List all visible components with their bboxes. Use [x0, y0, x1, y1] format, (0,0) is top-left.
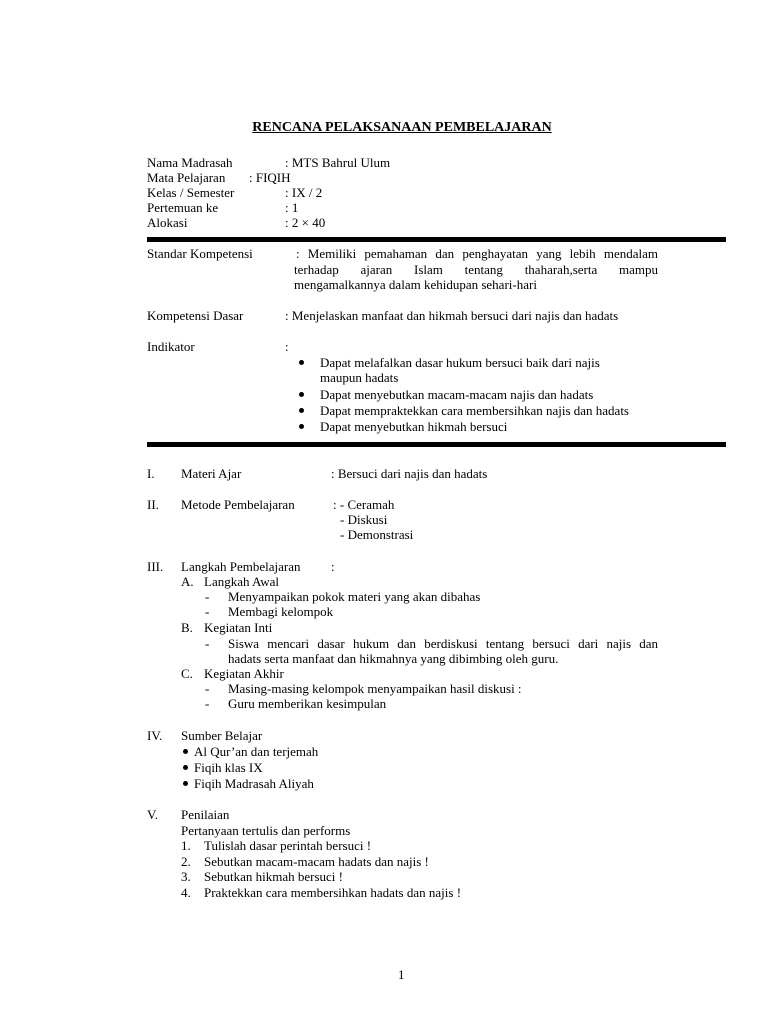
header-value-pertemuan: : 1 — [285, 200, 299, 215]
metode-item-3: - Demonstrasi — [340, 527, 414, 542]
document-title: RENCANA PELAKSANAAN PEMBELAJARAN — [252, 120, 552, 135]
indikator-item-2: Dapat menyebutkan macam-macam najis dan hadats — [320, 387, 594, 402]
dash-marker: - — [205, 696, 210, 711]
penilaian-number: 3. — [181, 869, 191, 884]
section-3-label: Langkah Pembelajaran — [181, 559, 301, 574]
bullet-icon — [183, 749, 188, 754]
penilaian-item-1: Tulislah dasar perintah bersuci ! — [204, 838, 372, 853]
indikator-colon: : — [285, 339, 289, 354]
standar-line-2: terhadap ajaran Islam tentang thaharah,serta mampu — [294, 262, 658, 277]
section-5-label: Penilaian — [181, 807, 230, 822]
indikator-item-1-cont: maupun hadats — [320, 370, 399, 385]
langkah-a-item-1: Menyampaikan pokok materi yang akan dibahas — [228, 589, 481, 604]
langkah-c-title: Kegiatan Akhir — [204, 666, 284, 681]
sumber-item-1: Al Qur’an dan terjemah — [194, 744, 319, 759]
header-label-mapel: Mata Pelajaran — [147, 170, 226, 185]
section-4-label: Sumber Belajar — [181, 728, 263, 743]
indikator-item-3: Dapat mempraktekkan cara membersihkan najis dan hadats — [320, 403, 629, 418]
header-value-madrasah: : MTS Bahrul Ulum — [285, 155, 391, 170]
sumber-item-3: Fiqih Madrasah Aliyah — [194, 776, 314, 791]
penilaian-number: 1. — [181, 838, 191, 853]
page-number: 1 — [398, 967, 405, 982]
section-1-label: Materi Ajar — [181, 466, 242, 481]
penilaian-item-2: Sebutkan macam-macam hadats dan najis ! — [204, 854, 429, 869]
bullet-icon — [299, 424, 304, 429]
langkah-c-item-2: Guru memberikan kesimpulan — [228, 696, 387, 711]
header-label-madrasah: Nama Madrasah — [147, 155, 233, 170]
penilaian-item-3: Sebutkan hikmah bersuci ! — [204, 869, 343, 884]
bullet-icon — [183, 781, 188, 786]
langkah-c-letter: C. — [181, 666, 193, 681]
dash-marker: - — [205, 589, 210, 604]
indikator-item-1: Dapat melafalkan dasar hukum bersuci baik dari najis — [320, 355, 600, 370]
header-value-mapel: : FIQIH — [249, 170, 291, 185]
bullet-icon — [299, 392, 304, 397]
penilaian-subtitle: Pertanyaan tertulis dan performs — [181, 823, 351, 838]
dash-marker: - — [205, 636, 210, 651]
langkah-c-item-1: Masing-masing kelompok menyampaikan hasil diskusi : — [228, 681, 522, 696]
header-value-alokasi: : 2 × 40 — [285, 215, 326, 230]
section-5-number: V. — [147, 807, 158, 822]
standar-label: Standar Kompetensi — [147, 246, 253, 261]
penilaian-item-4: Praktekkan cara membersihkan hadats dan najis ! — [204, 885, 462, 900]
kompetensi-value: : Menjelaskan manfaat dan hikmah bersuci dari najis dan hadats — [285, 308, 619, 323]
metode-item-1: : - Ceramah — [333, 497, 395, 512]
langkah-a-letter: A. — [181, 574, 194, 589]
sumber-item-2: Fiqih klas IX — [194, 760, 263, 775]
divider-rule-top — [147, 237, 726, 242]
langkah-b-title: Kegiatan Inti — [204, 620, 273, 635]
section-4-number: IV. — [147, 728, 163, 743]
section-2-number: II. — [147, 497, 159, 512]
metode-item-2: - Diskusi — [340, 512, 388, 527]
penilaian-number: 4. — [181, 885, 191, 900]
standar-line-3: mengamalkannya dalam kehidupan sehari-hari — [294, 277, 537, 292]
langkah-b-line-1: Siswa mencari dasar hukum dan berdiskusi tentang bersuci dari najis dan — [228, 636, 658, 651]
bullet-icon — [299, 408, 304, 413]
langkah-b-letter: B. — [181, 620, 193, 635]
bullet-icon — [183, 765, 188, 770]
header-label-kelas: Kelas / Semester — [147, 185, 235, 200]
langkah-a-title: Langkah Awal — [204, 574, 279, 589]
langkah-b-line-2: hadats serta manfaat dan hikmahnya yang dibimbing oleh guru. — [228, 651, 559, 666]
kompetensi-label: Kompetensi Dasar — [147, 308, 244, 323]
dash-marker: - — [205, 681, 210, 696]
dash-marker: - — [205, 604, 210, 619]
standar-line-1: : Memiliki pemahaman dan penghayatan yang lebih mendalam — [296, 246, 658, 261]
header-label-alokasi: Alokasi — [147, 215, 188, 230]
header-value-kelas: : IX / 2 — [285, 185, 323, 200]
section-2-label: Metode Pembelajaran — [181, 497, 295, 512]
section-1-value: : Bersuci dari najis dan hadats — [331, 466, 488, 481]
bullet-icon — [299, 360, 304, 365]
header-label-pertemuan: Pertemuan ke — [147, 200, 219, 215]
section-3-number: III. — [147, 559, 164, 574]
indikator-item-4: Dapat menyebutkan hikmah bersuci — [320, 419, 508, 434]
section-3-colon: : — [331, 559, 335, 574]
penilaian-number: 2. — [181, 854, 191, 869]
section-1-number: I. — [147, 466, 155, 481]
divider-rule-bottom — [147, 442, 726, 447]
langkah-a-item-2: Membagi kelompok — [228, 604, 334, 619]
indikator-label: Indikator — [147, 339, 195, 354]
